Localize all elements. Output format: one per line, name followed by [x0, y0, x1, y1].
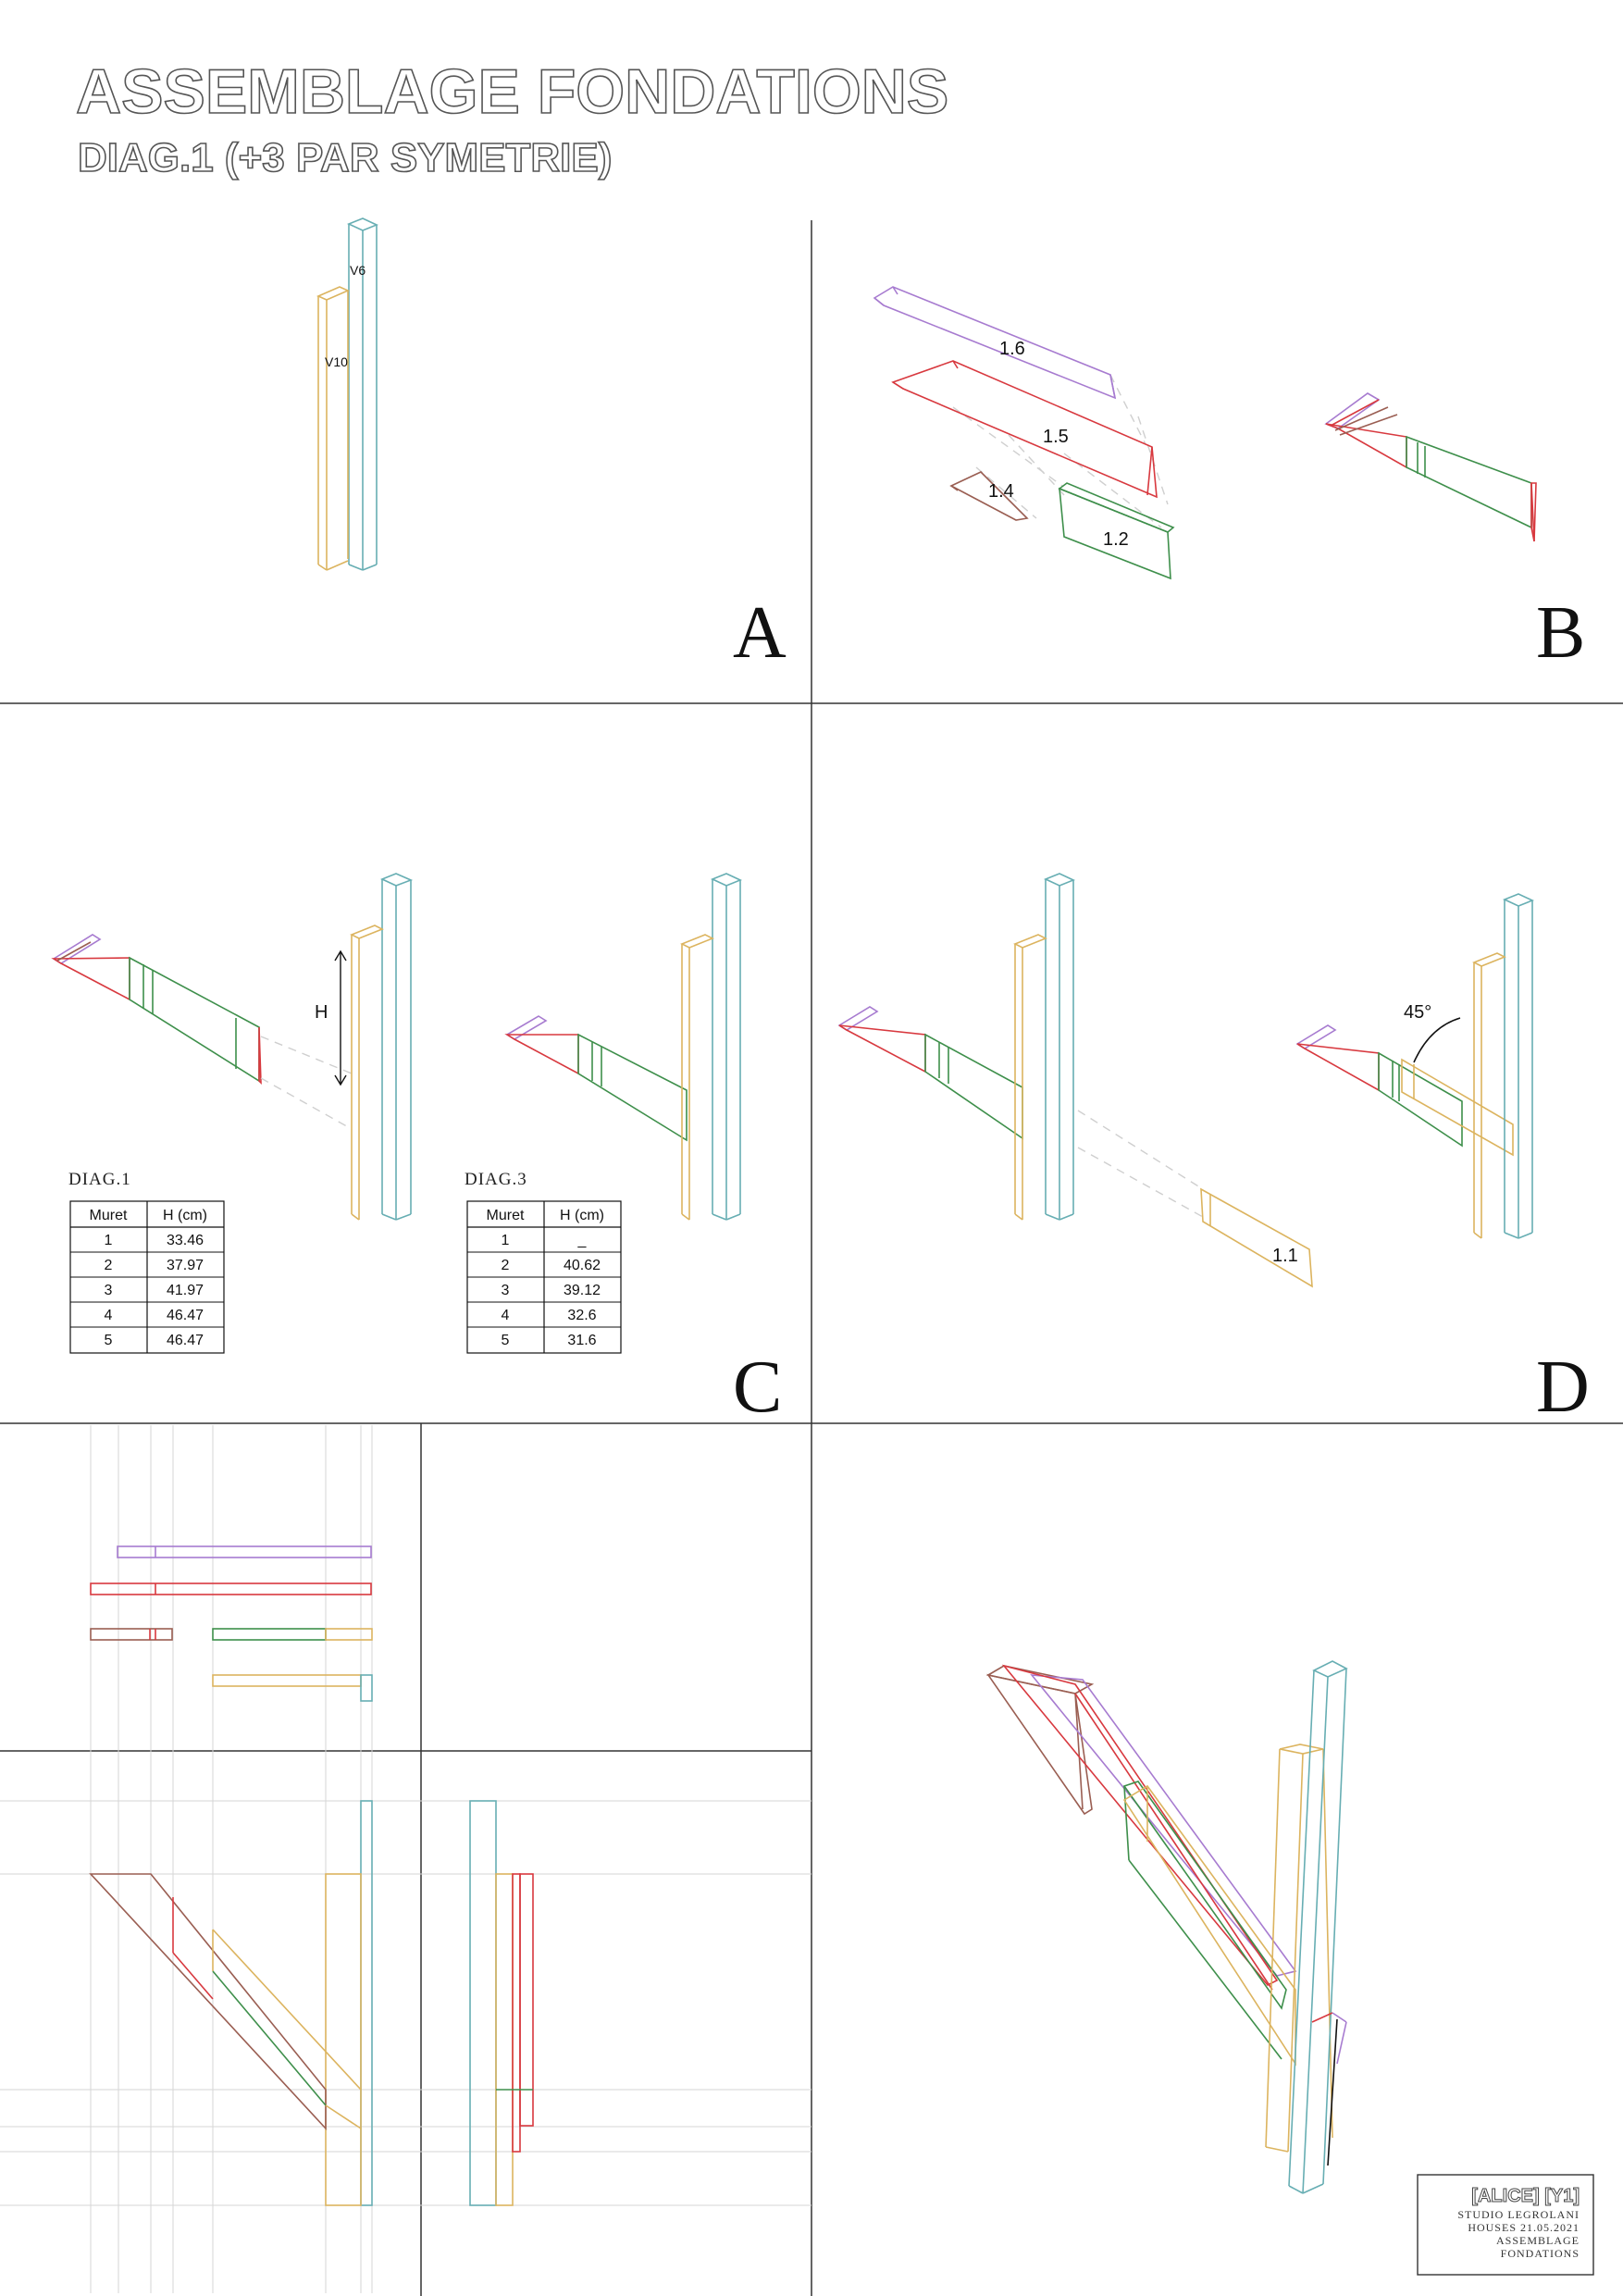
table-cell: 32.6: [567, 1308, 597, 1323]
table-cell: 3: [104, 1283, 113, 1298]
table-cell: 5: [104, 1333, 113, 1348]
table-title-diag3: DIAG.3: [465, 1170, 527, 1189]
label-v10: V10: [325, 354, 348, 369]
table-header-cell: H (cm): [560, 1208, 604, 1223]
table-cell: 46.47: [166, 1333, 204, 1348]
title-stamp: [1418, 2175, 1593, 2275]
wall-assembly-left: [54, 935, 261, 1083]
table-diag1: [70, 1201, 224, 1353]
table-cell: 4: [104, 1308, 113, 1323]
post-pair-d1: [1015, 874, 1073, 1220]
sheet-subtitle: DIAG.1 (+3 PAR SYMETRIE): [78, 135, 613, 180]
label-part-1-1: 1.1: [1272, 1246, 1298, 1266]
table-cell: 41.97: [166, 1283, 204, 1298]
table-cell: 4: [501, 1308, 510, 1323]
panel-letter-d: D: [1536, 1347, 1590, 1428]
table-cell: 31.6: [567, 1333, 597, 1348]
stamp-line: HOUSES 21.05.2021: [1468, 2221, 1580, 2234]
beam-v10: [318, 287, 348, 570]
table-header-cell: Muret: [89, 1208, 128, 1223]
table-cell: 1: [501, 1233, 510, 1248]
table-cell: 39.12: [563, 1283, 601, 1298]
panel-a: [318, 218, 787, 674]
wall-assembly-d1: [839, 1007, 1022, 1138]
table-cell: 40.62: [563, 1258, 601, 1273]
table-cell: 33.46: [166, 1233, 204, 1248]
post-pair-c1: [352, 874, 411, 1220]
sheet-title: ASSEMBLAGE FONDATIONS: [76, 56, 949, 127]
stamp-line: STUDIO LEGROLANI: [1457, 2208, 1580, 2221]
table-diag3: [467, 1201, 621, 1353]
label-part-1-5: 1.5: [1043, 427, 1069, 447]
stamp-title: [ALICE] [Y1]: [1471, 2186, 1580, 2206]
wall-assembly-d2: [1297, 1025, 1513, 1155]
table-cell: 37.97: [166, 1258, 204, 1273]
part-1-6: [874, 287, 1115, 398]
stamp-line: FONDATIONS: [1500, 2247, 1580, 2260]
table-cell: _: [577, 1233, 587, 1248]
construction-grid: [0, 1425, 812, 2293]
panel-f-final-assembly: [988, 1661, 1346, 2193]
panel-letter-a: A: [733, 592, 787, 674]
table-cell: 46.47: [166, 1308, 204, 1323]
wall-assembly-diag3: [507, 1016, 687, 1140]
stamp-line: ASSEMBLAGE: [1495, 2234, 1580, 2247]
post-pair-c2: [682, 874, 740, 1220]
top-view: [91, 1546, 372, 1701]
label-h: H: [315, 1002, 328, 1023]
label-angle: 45°: [1404, 1002, 1432, 1023]
label-part-1-6: 1.6: [999, 339, 1025, 359]
table-cell: 5: [501, 1333, 510, 1348]
dimension-h: [335, 951, 346, 1085]
post-pair-d2: [1474, 894, 1532, 1238]
panel-dividers: [0, 220, 1623, 2296]
panel-letter-c: C: [733, 1347, 783, 1428]
panel-letter-b: B: [1536, 592, 1586, 674]
table-cell: 2: [104, 1258, 113, 1273]
table-header-cell: Muret: [486, 1208, 525, 1223]
angle-arc: [1414, 1018, 1460, 1062]
label-part-1-4: 1.4: [988, 481, 1014, 502]
table-cell: 1: [104, 1233, 113, 1248]
side-view: [470, 1801, 533, 2205]
panel-c: [54, 874, 782, 1428]
part-1-5: [893, 361, 1157, 497]
label-part-1-2: 1.2: [1103, 529, 1129, 550]
panel-e-orthographic: [0, 1425, 812, 2293]
panel-b: [874, 287, 1585, 674]
table-cell: 2: [501, 1258, 510, 1273]
label-v6: V6: [350, 263, 366, 278]
assembled-wall-b: [1326, 393, 1536, 541]
table-header-cell: H (cm): [163, 1208, 207, 1223]
table-title-diag1: DIAG.1: [68, 1170, 131, 1189]
front-view: [91, 1801, 372, 2205]
panel-d: [839, 874, 1590, 1428]
part-1-1: [1201, 1189, 1312, 1286]
table-cell: 3: [501, 1283, 510, 1298]
